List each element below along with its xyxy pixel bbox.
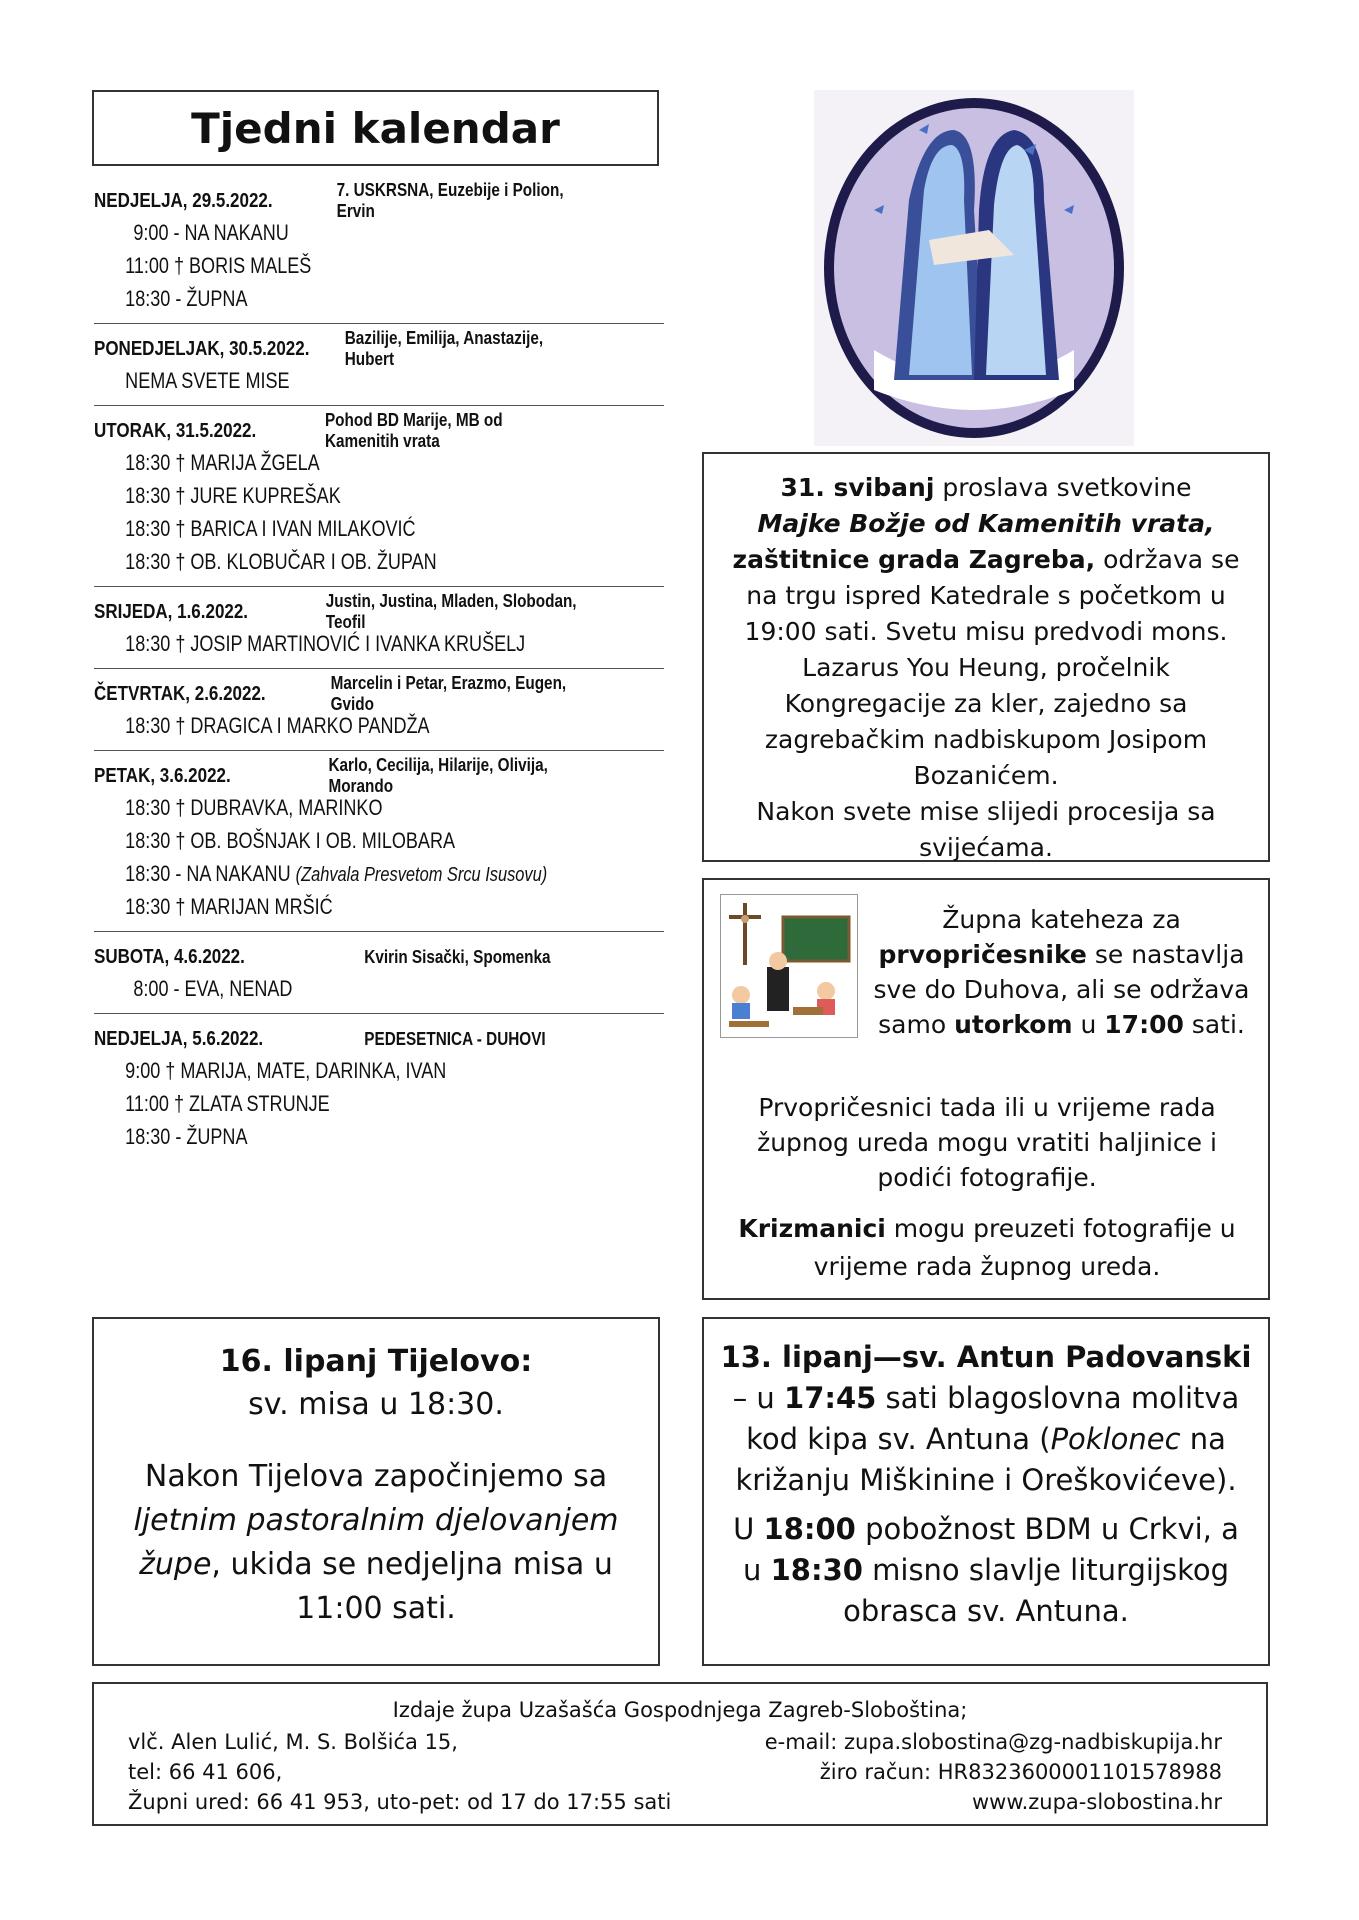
day-header [94, 942, 579, 972]
day-saints: Justin, Justina, Mladen, Slobodan, Teofil [325, 591, 577, 632]
weekly-calendar [94, 180, 664, 1171]
mass-entry-text: 18:30 † OB. KLOBUČAR I OB. ŽUPAN [125, 549, 437, 574]
calendar-day [94, 942, 664, 1014]
day-header [94, 1024, 579, 1054]
day-header [94, 328, 579, 369]
text: na križanju Miškinine i Oreškovićeve). [735, 1422, 1237, 1497]
mass-note: (Zahvala Presvetom Srcu Isusovu) [295, 864, 548, 886]
day-header [94, 180, 579, 221]
text: – u [732, 1381, 785, 1415]
bold-text: prvopričesnike [878, 940, 1087, 969]
announcement-tijelovo [92, 1317, 660, 1666]
mass-entry [94, 249, 561, 282]
mass-entry [94, 364, 561, 397]
day-name: UTORAK, 31.5.2022. [94, 419, 257, 442]
calendar-day [94, 180, 664, 324]
footer [92, 1682, 1268, 1826]
calendar-day [94, 410, 664, 587]
mass-entry-text: 18:30 - ŽUPNA [125, 1124, 248, 1149]
day-name: SRIJEDA, 1.6.2022. [94, 600, 249, 623]
text: U [733, 1512, 764, 1546]
mass-entry-text: 18:30 † OB. BOŠNJAK I OB. MILOBARA [125, 828, 456, 853]
footer-tel: tel: 66 41 606, [128, 1760, 283, 1784]
antun-text-2 [704, 1501, 1268, 1632]
tijelovo-heading: 16. lipanj Tijelovo: [219, 1344, 533, 1379]
italic-text: ljetnim pastoralnim djelovanjem župe [133, 1503, 619, 1582]
mass-entry [94, 791, 561, 824]
calendar-day [94, 673, 664, 751]
prvopricesnici-text: Prvopričesnici tada ili u vrijeme rada župnog ureda mogu vratiti haljinice i podići fotografije. [757, 1093, 1217, 1192]
day-name: PETAK, 3.6.2022. [94, 764, 231, 787]
date-highlight: 31. svibanj [780, 473, 935, 502]
tijelovo-mass: sv. misa u 18:30. [248, 1387, 504, 1422]
mass-entry-text: 9:00 - NA NAKANU [133, 220, 289, 245]
bold-text: 17:45 [784, 1381, 877, 1415]
antun-text [704, 1337, 1268, 1501]
footer-email[interactable]: e-mail: zupa.slobostina@zg-nadbiskupija.hr [764, 1730, 1222, 1754]
bold-text: utorkom [954, 1010, 1073, 1039]
krizmanici-text [718, 1210, 1256, 1286]
antun-heading: 13. lipanj—sv. Antun Padovanski [720, 1340, 1252, 1374]
text: proslava svetkovine [934, 473, 1192, 502]
bold-text: Krizmanici [738, 1214, 886, 1243]
kateheza-text [864, 902, 1259, 1042]
text: misno slavlje liturgijskog obrasca sv. Antuna. [843, 1553, 1229, 1628]
text: mogu preuzeti fotografije u vrijeme rada župnog ureda. [813, 1214, 1236, 1281]
mass-entry [94, 709, 561, 742]
feast-name: Majke Božje od Kamenitih vrata, [757, 509, 1215, 538]
mass-entry [94, 1087, 561, 1120]
day-saints: Bazilije, Emilija, Anastazije, Hubert [344, 328, 544, 369]
footer-publisher: Izdaje župa Uzašašća Gospodnjega Zagreb-Sloboština; [392, 1698, 968, 1722]
mass-entry [94, 216, 561, 249]
mass-entry-text: 18:30 † DRAGICA I MARKO PANDŽA [125, 713, 430, 738]
mass-entry [94, 479, 561, 512]
calendar-day [94, 1024, 664, 1161]
bold-text: 18:30 [770, 1553, 863, 1587]
mass-entry-text: NEMA SVETE MISE [125, 368, 290, 393]
catechism-class-illustration [720, 894, 858, 1038]
day-header [94, 410, 579, 451]
calendar-day [94, 755, 664, 932]
mass-entry [94, 1120, 561, 1153]
page-title: Tjedni kalendar [191, 103, 560, 153]
calendar-day [94, 591, 664, 669]
text: u [1072, 1010, 1105, 1039]
mass-entry-text: 18:30 † MARIJA ŽGELA [125, 450, 320, 475]
day-name: NEDJELJA, 5.6.2022. [94, 1027, 264, 1050]
bold-text: 18:00 [763, 1512, 856, 1546]
day-header [94, 755, 579, 796]
day-saints: Pohod BD Marije, MB od Kamenitih vrata [324, 410, 503, 451]
italic-text: Poklonec [1050, 1422, 1181, 1456]
mass-entry [94, 627, 561, 660]
visitation-illustration [814, 90, 1134, 446]
announcement-kamenita-vrata [702, 452, 1270, 862]
text: se nastavlja sve do Duhova, ali se održava samo [873, 940, 1250, 1039]
mass-entry [94, 1054, 561, 1087]
mass-entry-text: 18:30 - ŽUPNA [125, 286, 248, 311]
mass-entry-text: 18:30 † MARIJAN MRŠIĆ [125, 894, 333, 919]
mass-entry-text: 18:30 † BARICA I IVAN MILAKOVIĆ [125, 516, 416, 541]
announcement-kateheza [702, 878, 1270, 1300]
text: Župna kateheza za [942, 905, 1181, 934]
day-saints: Kvirin Sisački, Spomenka [364, 946, 551, 967]
mass-entry [94, 512, 561, 545]
text: pobožnost BDM u Crkvi, a u [743, 1512, 1239, 1587]
day-saints: Marcelin i Petar, Erazmo, Eugen, Gvido [330, 673, 567, 714]
day-saints: PEDESETNICA - DUHOVI [364, 1028, 546, 1049]
mass-entry-text: 8:00 - EVA, NENAD [133, 976, 293, 1001]
patron-text: zaštitnice grada Zagreba, [732, 545, 1096, 574]
day-saints: 7. USKRSNA, Euzebije i Polion, Ervin [336, 180, 564, 221]
day-header [94, 591, 579, 632]
day-name: NEDJELJA, 29.5.2022. [94, 189, 273, 212]
day-name: PONEDJELJAK, 30.5.2022. [94, 337, 310, 360]
mass-entry [94, 545, 561, 578]
mass-entry-text: 11:00 † BORIS MALEŠ [125, 253, 312, 278]
mass-entry-text: 18:30 † JOSIP MARTINOVIĆ I IVANKA KRUŠELJ [125, 631, 526, 656]
footer-priest: vlč. Alen Lulić, M. S. Bolšića 15, [128, 1730, 458, 1754]
footer-office: Župni ured: 66 41 953, uto-pet: od 17 do 17:55 sati [128, 1790, 672, 1814]
mass-entry [94, 282, 561, 315]
title-box [92, 90, 659, 166]
announcement-sv-antun [702, 1317, 1270, 1666]
mass-entry [94, 972, 561, 1005]
mass-entry [94, 824, 561, 857]
text: sati. [1183, 1010, 1245, 1039]
calendar-day [94, 328, 664, 406]
text: Nakon Tijelova započinjemo sa [144, 1459, 608, 1494]
text: sati blagoslovna molitva kod kipa sv. Antuna ( [746, 1381, 1240, 1456]
footer-web[interactable]: www.zupa-slobostina.hr [972, 1790, 1222, 1814]
day-name: SUBOTA, 4.6.2022. [94, 945, 245, 968]
mass-entry [94, 446, 561, 479]
mass-entry-text: 18:30 † DUBRAVKA, MARINKO [125, 795, 383, 820]
mass-entry [94, 857, 561, 890]
mass-entry-text: 18:30 - NA NAKANU [125, 861, 291, 886]
text: Nakon svete mise slijedi procesija sa svijećama. [756, 797, 1216, 862]
mass-entry-text: 11:00 † ZLATA STRUNJE [125, 1091, 330, 1116]
day-saints: Karlo, Cecilija, Hilarije, Olivija, Morando [328, 755, 548, 796]
footer-giro: žiro račun: HR8323600001101578988 [819, 1760, 1222, 1784]
mass-entry [94, 890, 561, 923]
text: održava se na trgu ispred Katedrale s početkom u 19:00 sati. Svetu misu predvodi mons. Lazarus You Heung, pročelnik Kongregacije za kler, zajedno sa zagrebačkim nadbiskupom Josipom Bozanićem. [744, 545, 1240, 790]
text: , ukida se nedjeljna misa u 11:00 sati. [211, 1547, 613, 1626]
tijelovo-text [94, 1455, 658, 1631]
mass-entry-text: 18:30 † JURE KUPREŠAK [125, 483, 341, 508]
bold-text: 17:00 [1104, 1010, 1184, 1039]
mass-entry-text: 9:00 † MARIJA, MATE, DARINKA, IVAN [125, 1058, 447, 1083]
day-name: ČETVRTAK, 2.6.2022. [94, 682, 266, 705]
day-header [94, 673, 579, 714]
